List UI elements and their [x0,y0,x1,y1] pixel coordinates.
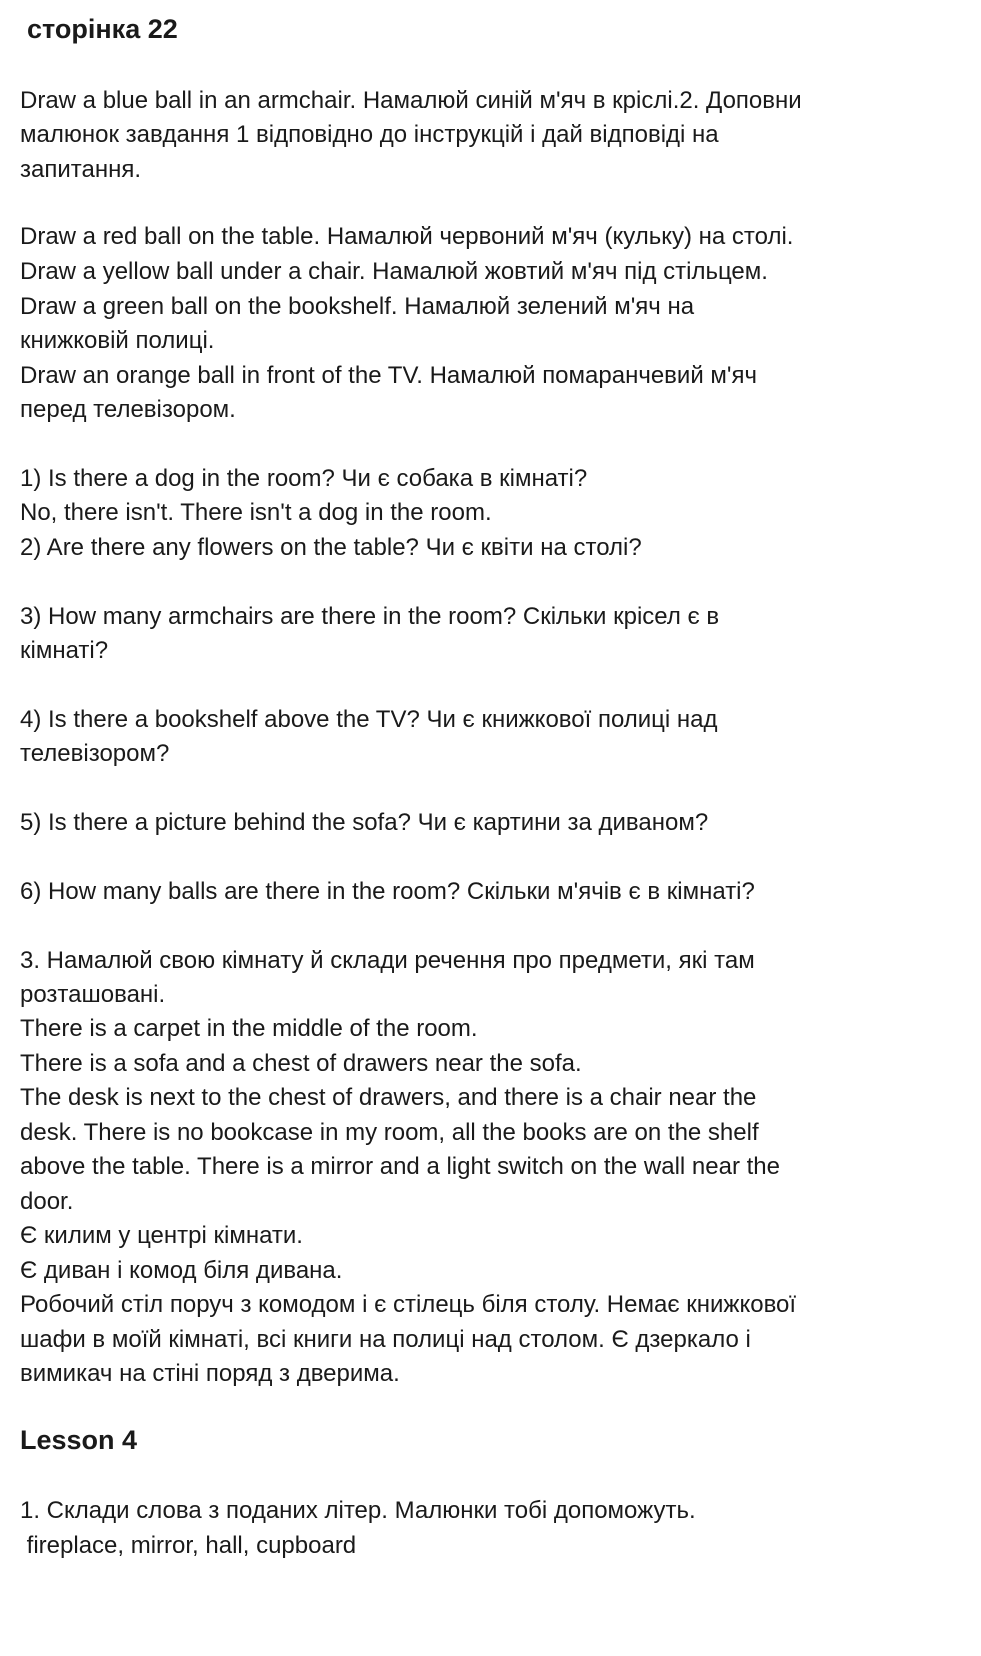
text-line: The desk is next to the chest of drawers, and there is a chair near the [20,1084,757,1111]
text-line: door. [20,1188,74,1215]
text-line: above the table. There is a mirror and a light switch on the wall near the [20,1153,780,1180]
text-line: desk. There is no bookcase in my room, all the books are on the shelf [20,1119,759,1146]
text-line: 3. Намалюй свою кімнату й склади речення про предмети, які там [20,947,755,974]
text-line: There is a sofa and a chest of drawers near the sofa. [20,1050,582,1077]
question-line: 3) How many armchairs are there in the room? Скільки крісел є в [20,603,720,630]
text-line: Робочий стіл поруч з комодом і є стілець біля столу. Немає книжкової [20,1291,797,1318]
answer-words: fireplace, mirror, hall, cupboard [20,1532,357,1559]
lesson-title: Lesson 4 [20,1425,138,1455]
question-line: 2) Are there any flowers on the table? Чи є квіти на столі? [20,534,642,561]
text-line: вимикач на стіні поряд з дверима. [20,1360,400,1387]
text-line: Draw a green ball on the bookshelf. Намалюй зелений м'яч на [20,293,695,320]
text-line: Draw a red ball on the table. Намалюй червоний м'яч (кульку) на столі. [20,223,794,250]
question-line: 4) Is there a bookshelf above the TV? Чи є книжкової полиці над [20,706,718,733]
text-line: запитання. [20,156,141,183]
text-line: розташовані. [20,981,166,1008]
answer-line: No, there isn't. There isn't a dog in the room. [20,499,492,526]
text-line: 1. Склади слова з поданих літер. Малюнки тобі допоможуть. [20,1497,696,1524]
text-line: шафи в моїй кімнаті, всі книги на полиці над столом. Є дзеркало і [20,1326,751,1353]
text-line: There is a carpet in the middle of the room. [20,1015,478,1042]
text-line: Draw a blue ball in an armchair. Намалюй синій м'яч в кріслі.2. Доповни [20,87,802,114]
text-line: Draw an orange ball in front of the TV. Намалюй помаранчевий м'яч [20,362,757,389]
text-line: малюнок завдання 1 відповідно до інструкцій і дай відповіді на [20,121,719,148]
question-line: 5) Is there a picture behind the sofa? Чи є картини за диваном? [20,809,709,836]
text-line: Є диван і комод біля дивана. [20,1257,343,1284]
text-line: Є килим у центрі кімнати. [20,1222,303,1249]
text-line: Draw a yellow ball under a chair. Намалюй жовтий м'яч під стільцем. [20,258,768,285]
question-line: кімнаті? [20,637,109,664]
question-line: телевізором? [20,740,170,767]
question-line: 6) How many balls are there in the room? Скільки м'ячів є в кімнаті? [20,878,755,905]
text-line: книжковій полиці. [20,327,215,354]
page-title: сторінка 22 [27,14,178,44]
text-line: перед телевізором. [20,396,236,423]
question-line: 1) Is there a dog in the room? Чи є собака в кімнаті? [20,465,588,492]
